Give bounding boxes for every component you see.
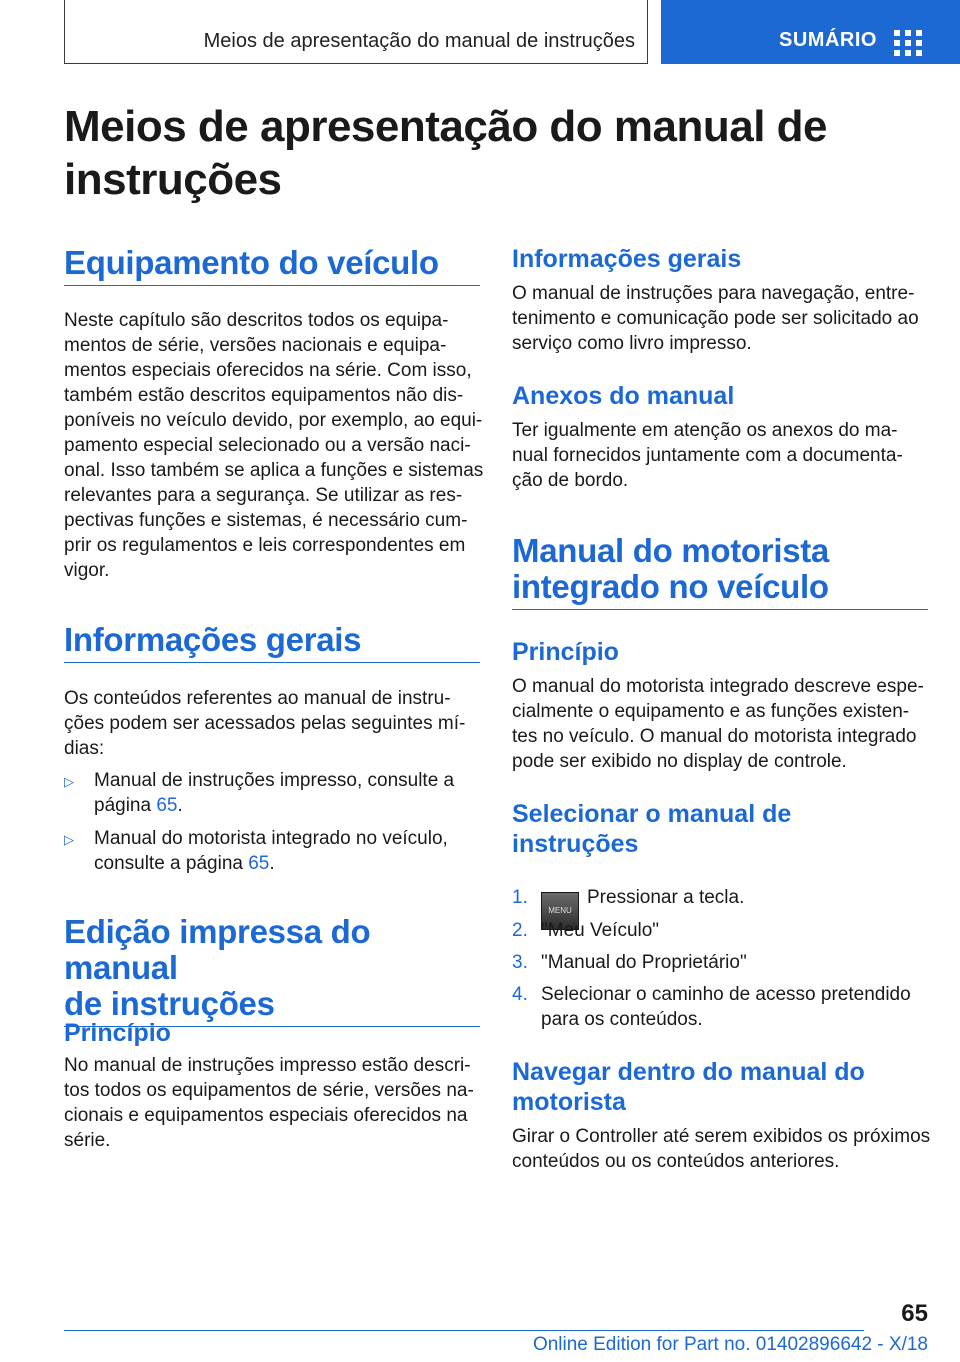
paragraph-navegar: Girar o Controller até serem exibidos os próximos conteúdos ou os conteúdos anteriores. [512, 1126, 931, 1172]
header-section-box [64, 0, 648, 64]
section-divider [64, 285, 480, 286]
page-number: 65 [901, 1300, 928, 1327]
list-item: 1. MENUPressionar a tecla. [512, 885, 951, 930]
section-divider [512, 609, 928, 610]
subsection-title-principio: Princípio [512, 638, 619, 666]
toc-label: SUMÁRIO [779, 29, 877, 51]
page-title: Meios de apresentação do manual de instruções [64, 102, 828, 204]
section-informacoes [64, 622, 480, 663]
paragraph-informacoes-gerais: O manual de instruções para navegação, entre‐ tenimento e comunicação pode ser solicitado ao serviço como livro impresso. [512, 283, 919, 354]
grid-icon [894, 30, 922, 56]
toc-button[interactable] [661, 0, 960, 64]
page-link[interactable]: 65 [248, 853, 270, 874]
page-link[interactable]: 65 [156, 795, 178, 816]
menu-button-icon: MENU [541, 892, 579, 930]
paragraph-manual-motorista: O manual do motorista integrado descreve espe‐ cialmente o equipamento e as funções existen‐ tes no veículo. O manual do motorista integrado pode ser exibido no display de controle. [512, 676, 924, 772]
section-divider [64, 662, 480, 663]
paragraph-anexos: Ter igualmente em atenção os anexos do ma‐ nual fornecidos juntamente com a documenta‐ ção de bordo. [512, 420, 903, 491]
triangle-bullet-icon: ▷ [64, 832, 74, 847]
triangle-bullet-icon: ▷ [64, 774, 74, 789]
list-item: ▷ Manual do motorista integrado no veículo, consulte a página 65. [64, 828, 448, 874]
section-equipamento [64, 245, 480, 286]
subsection-title-anexos: Anexos do manual [512, 382, 735, 410]
list-item: ▷ Manual de instruções impresso, consulte a página 65. [64, 770, 455, 816]
section-title-edicao: Edição impressa do manual de instruções [64, 913, 371, 1022]
subsection-title-navegar: Navegar dentro do manual do motorista [512, 1058, 865, 1116]
subsection-title-selecionar: Selecionar o manual de instruções [512, 800, 792, 858]
header-section-title: Meios de apresentação do manual de instruções [203, 30, 635, 52]
footer-divider [64, 1330, 864, 1331]
section-edicao-impressa [64, 914, 480, 1027]
paragraph-informacoes: Os conteúdos referentes ao manual de instru‐ ções podem ser acessados pelas seguintes mí‐ dias: [64, 688, 466, 759]
section-title-informacoes: Informações gerais [64, 621, 362, 658]
section-manual-motorista [512, 533, 928, 610]
list-item: 3. "Manual do Proprietário" [512, 952, 747, 973]
list-item: 4. Selecionar o caminho de acesso pretendido para os conteúdos. [512, 984, 911, 1030]
paragraph-equipamento: Neste capítulo são descritos todos os equipa‐ mentos de série, versões nacionais e equipa‐ mentos especiais oferecidos na série. Com isso, também estão descritos equipamentos não dis‐ poníveis no veículo devido, por exemplo, ao equi‐ pamento especial selecionado ou a versão naci‐ onal. Isso também se aplica a funções e sistemas relevantes para a segurança. Se utilizar as res‐ pectivas funções e sistemas, é necessário cum‐ prir os regulamentos e leis correspondentes em vigor. [64, 310, 484, 581]
footer-edition: Online Edition for Part no. 01402896642 - X/18 [532, 1334, 928, 1355]
section-title-equipamento: Equipamento do veículo [64, 244, 439, 281]
list-item: 2. "Meu Veículo" [512, 920, 660, 941]
paragraph-edicao: No manual de instruções impresso estão descri‐ tos todos os equipamentos de série, versões na‐ cionais e equipamentos especiais oferecidos na série. [64, 1055, 474, 1151]
subsection-title-informacoes: Informações gerais [512, 245, 742, 273]
subsection-title-principio: Princípio [64, 1019, 171, 1047]
section-title-manual-motorista: Manual do motorista integrado no veículo [512, 532, 829, 605]
